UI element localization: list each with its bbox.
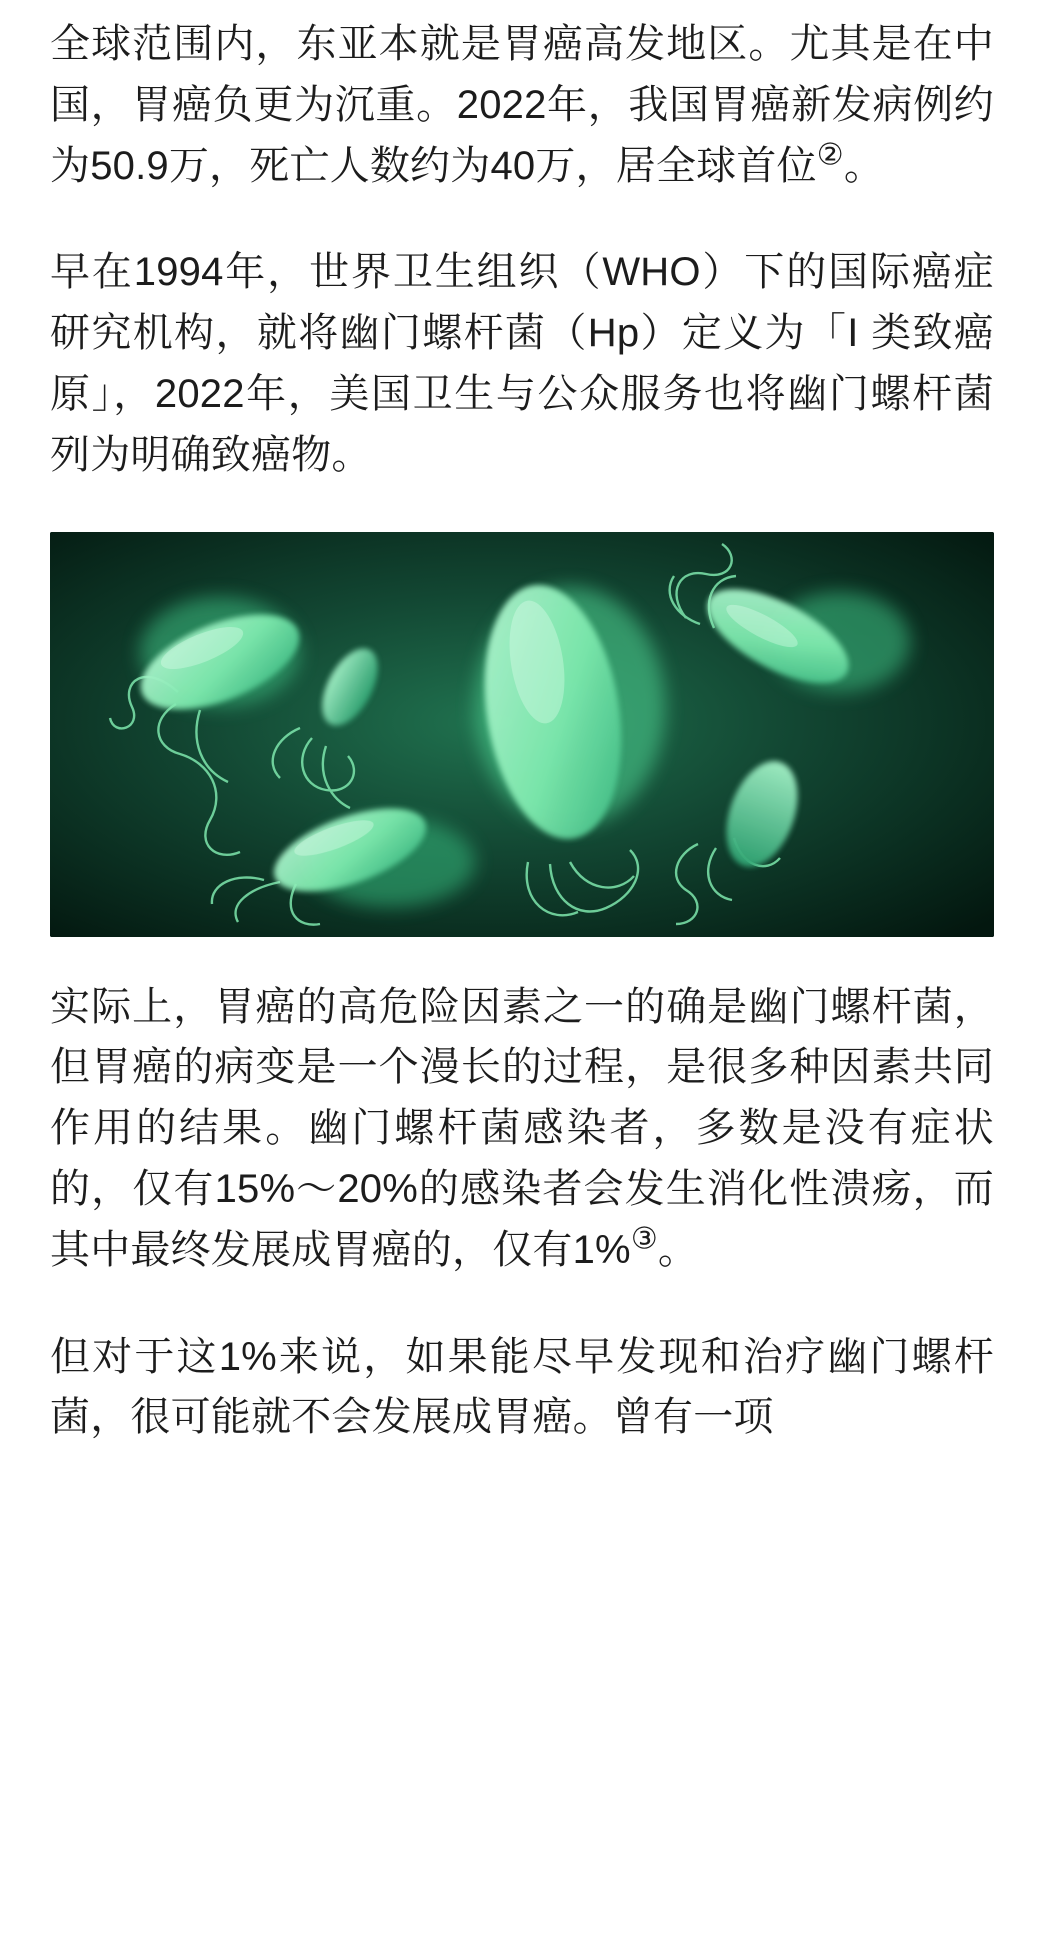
footnote-marker[interactable]: ② (816, 138, 844, 172)
paragraph-text: 实际上，胃癌的高危险因素之一的确是幽门螺杆菌，但胃癌的病变是一个漫长的过程，是很多种因素共同作用的结果。幽门螺杆菌感染者，多数是没有症状的，仅有15%～20%的感染者会发生消化性溃疡，而其中最终发展成胃癌的，仅有1% (50, 984, 994, 1272)
paragraph-text: 但对于这1%来说，如果能尽早发现和治疗幽门螺杆菌，很可能就不会发展成胃癌。曾有一项 (50, 1334, 994, 1440)
paragraph-tail: 。 (843, 143, 885, 188)
paragraph (50, 14, 994, 196)
paragraph-text: 早在1994年，世界卫生组织（WHO）下的国际癌症研究机构，就将幽门螺杆菌（Hp）定义为「I 类致癌原」，2022年，美国卫生与公众服务也将幽门螺杆菌列为明确致癌物。 (50, 250, 994, 477)
paragraph (50, 977, 994, 1281)
footnote-marker[interactable]: ③ (630, 1222, 658, 1256)
figure (50, 532, 994, 937)
helicobacter-pylori-illustration (50, 532, 994, 937)
paragraph-text: 全球范围内，东亚本就是胃癌高发地区。尤其是在中国，胃癌负更为沉重。2022年，我国胃癌新发病例约为50.9万，死亡人数约为40万，居全球首位 (50, 22, 994, 188)
paragraph (50, 1327, 994, 1449)
paragraph-tail: 。 (657, 1227, 699, 1272)
paragraph (50, 242, 994, 485)
